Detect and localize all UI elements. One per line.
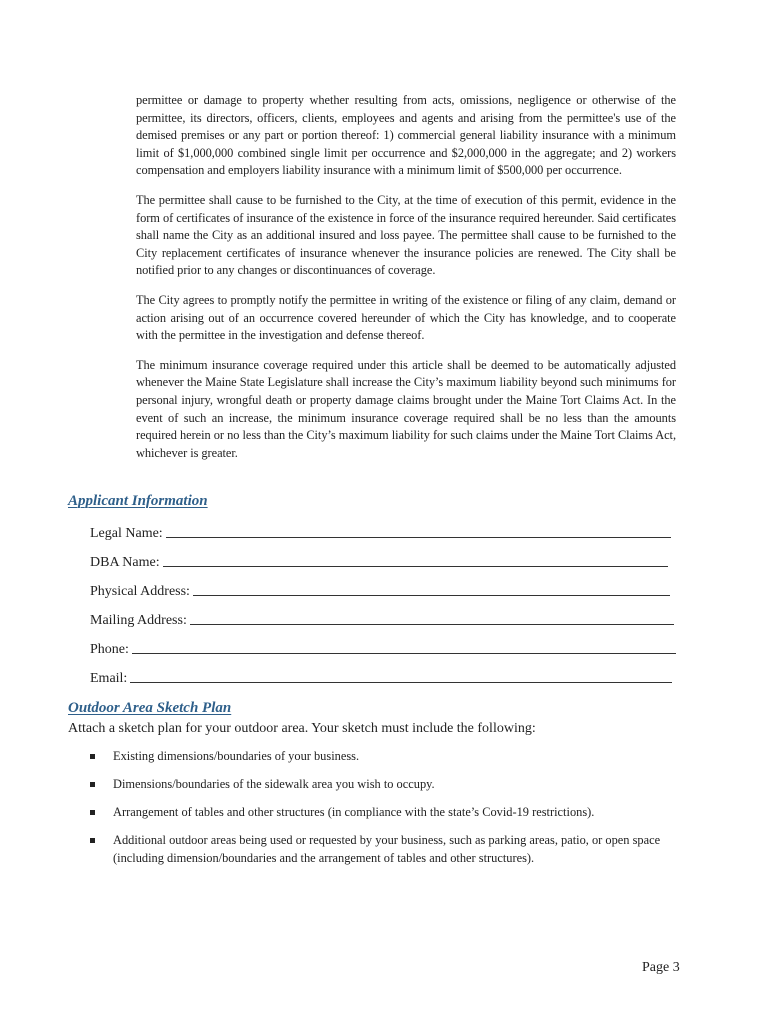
mailing-address-label: Mailing Address: xyxy=(90,613,187,628)
list-item xyxy=(90,832,680,867)
physical-address-label: Physical Address: xyxy=(90,584,190,599)
paragraph-certificates: The permittee shall cause to be furnished to the City, at the time of execution of this permit, evidence in the form of certificates of insurance of the existence in force of the insurance required hereunder. Said certificates shall name the City as an additional insured and loss payee. The permittee shall cause to be furnished to the City replacement certificates of insurance whenever the insurance policies are renewed. The City shall be notified prior to any changes or discontinuances of coverage. xyxy=(136,192,676,278)
list-item-text: Additional outdoor areas being used or requested by your business, such as parking areas, patio, or open space (including dimension/boundaries and the arrangement of tables and other structures). xyxy=(113,832,661,865)
dba-name-field[interactable] xyxy=(163,551,668,567)
phone-row xyxy=(90,629,680,658)
applicant-information-heading: Applicant Information xyxy=(68,493,208,509)
mailing-address-field[interactable] xyxy=(190,609,674,625)
physical-address-row xyxy=(90,571,680,600)
square-bullet-icon xyxy=(90,754,95,759)
square-bullet-icon xyxy=(90,782,95,787)
list-item xyxy=(90,804,680,822)
applicant-fields xyxy=(90,513,680,687)
insurance-terms-text xyxy=(136,92,676,474)
sketch-plan-intro: Attach a sketch plan for your outdoor area. Your sketch must include the following: xyxy=(68,721,536,736)
paragraph-coverage-adjustment: The minimum insurance coverage required under this article shall be deemed to be automatically adjusted whenever the Maine State Legislature shall increase the City’s maximum liability beyond such minimums for personal injury, wrongful death or property damage claims brought under the Maine Tort Claims Act. In the event of such an increase, the minimum insurance coverage required shall be no less than the amounts required herein or no less than the City’s maximum liability for such claims under the Maine Tort Claims Act, whichever is greater. xyxy=(136,357,676,460)
legal-name-row xyxy=(90,513,680,542)
list-item-text: Arrangement of tables and other structures (in compliance with the state’s Covid-19 restrictions). xyxy=(113,804,595,819)
list-item-text: Existing dimensions/boundaries of your business. xyxy=(113,749,360,763)
square-bullet-icon xyxy=(90,838,95,843)
sketch-requirements-list xyxy=(90,748,680,878)
email-row xyxy=(90,658,680,687)
dba-name-label: DBA Name: xyxy=(90,555,160,570)
page-number: Page 3 xyxy=(642,960,680,975)
email-label: Email: xyxy=(90,671,128,686)
square-bullet-icon xyxy=(90,810,95,815)
sketch-plan-heading: Outdoor Area Sketch Plan xyxy=(68,700,232,716)
mailing-address-row xyxy=(90,600,680,629)
phone-label: Phone: xyxy=(90,642,129,657)
paragraph-liability-insurance: permittee or damage to property whether resulting from acts, omissions, negligence or otherwise of the permittee, its directors, officers, clients, employees and agents and arising from the permittee's use of the demised premises or any part or portion thereof: 1) commercial general liability insurance with a minimum limit of $1,000,000 combined single limit per occurrence and $2,000,000 in the aggregate; and 2) workers compensation and employers liability insurance with a minimum limit of $500,000 per occurrence. xyxy=(136,93,676,178)
legal-name-label: Legal Name: xyxy=(90,526,163,541)
list-item xyxy=(90,776,680,794)
email-field[interactable] xyxy=(130,667,672,683)
legal-name-field[interactable] xyxy=(166,522,671,538)
dba-name-row xyxy=(90,542,680,571)
list-item-text: Dimensions/boundaries of the sidewalk area you wish to occupy. xyxy=(113,776,435,791)
paragraph-notification: The City agrees to promptly notify the permittee in writing of the existence or filing of any claim, demand or action arising out of an occurrence covered hereunder of which the City has knowledge, and to cooperate with the permittee in the investigation and defense thereof. xyxy=(136,292,676,343)
phone-field[interactable] xyxy=(132,638,676,654)
list-item xyxy=(90,748,680,766)
physical-address-field[interactable] xyxy=(193,580,670,596)
